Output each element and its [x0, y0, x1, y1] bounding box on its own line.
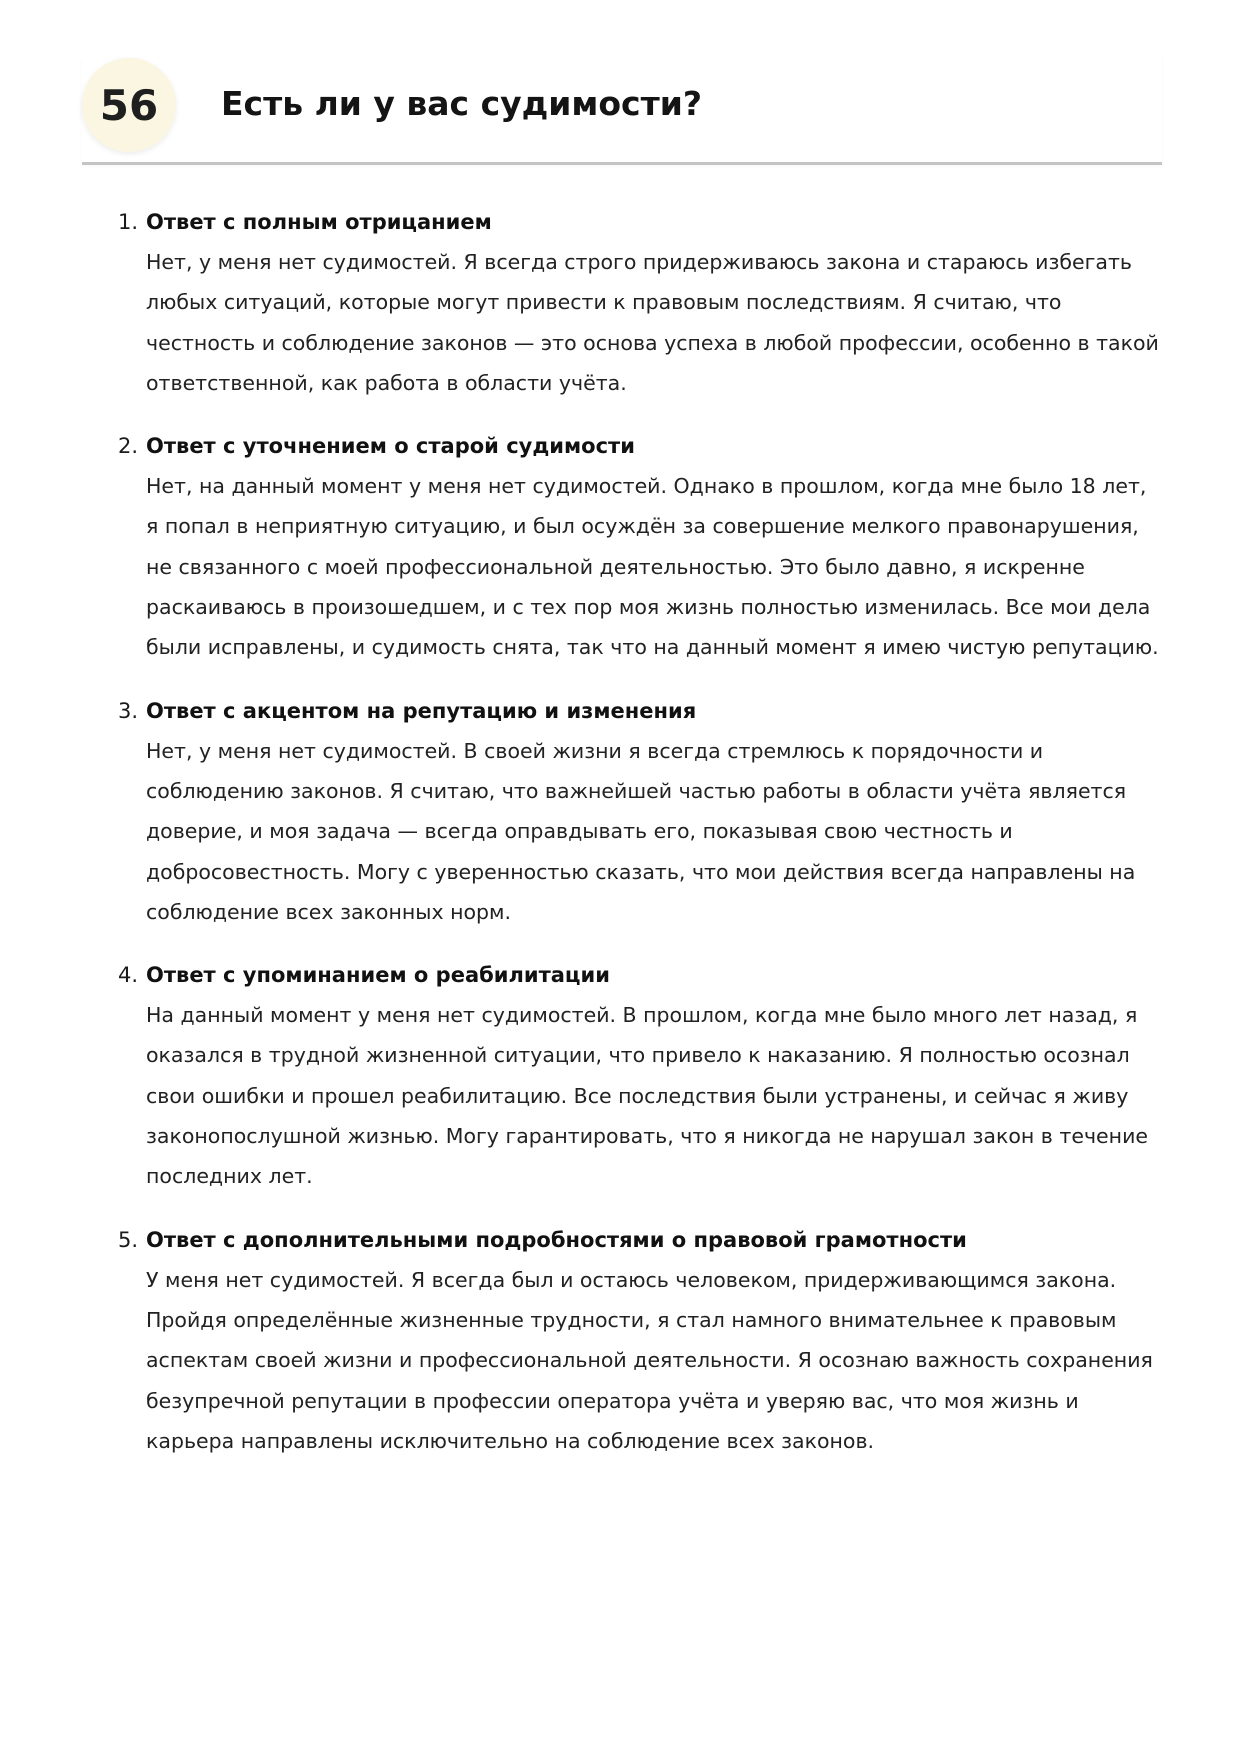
list-item — [110, 955, 1160, 1196]
answer-heading: Ответ с акцентом на репутацию и изменения — [146, 698, 697, 723]
question-number-badge: 56 — [82, 58, 176, 152]
answer-heading: Ответ с упоминанием о реабилитации — [146, 963, 610, 988]
answer-heading: Ответ с полным отрицанием — [146, 210, 492, 234]
answer-text: Нет, у меня нет судимостей. В своей жизни я всегда стремлюсь к порядочности и соблюдению законов. Я считаю, что важнейшей частью работы в области учёта является доверие, и моя задача — всегда оправдывать его, показывая свою честность и добросовестность. Могу с уверенностью сказать, что мои действия всегда направлены на соблюдение всех законных норм. — [146, 738, 1136, 924]
page-title: Есть ли у вас судимости? — [221, 84, 703, 123]
answer-heading: Ответ с дополнительными подробностями о правовой грамотности — [146, 1227, 967, 1252]
list-number: 4. — [118, 963, 139, 988]
answer-text: У меня нет судимостей. Я всегда был и остаюсь человеком, придерживающимся закона. Пройдя определённые жизненные трудности, я стал намного внимательнее к правовым аспектам своей жизни и профессиональной деятельности. Я осознаю важность сохранения безупречной репутации в профессии оператора учёта и уверяю вас, что моя жизнь и карьера направлены исключительно на соблюдение всех законов. — [146, 1267, 1153, 1453]
page-header — [82, 58, 1162, 165]
list-item — [110, 426, 1160, 667]
answer-text: Нет, у меня нет судимостей. Я всегда строго придерживаюсь закона и стараюсь избегать любых ситуаций, которые могут привести к правовым последствиям. Я считаю, что честность и соблюдение законов — это основа успеха в любой профессии, особенно в такой ответственной, как работа в области учёта. — [146, 250, 1159, 395]
answer-text: Нет, на данный момент у меня нет судимостей. Однако в прошлом, когда мне было 18 лет, я попал в неприятную ситуацию, и был осуждён за совершение мелкого правонарушения, не связанного с моей профессиональной деятельностью. Это было давно, я искренне раскаиваюсь в произошедшем, и с тех пор моя жизнь полностью изменилась. Все мои дела были исправлены, и судимость снята, так что на данный момент я имею чистую репутацию. — [146, 474, 1159, 660]
answer-heading: Ответ с уточнением о старой судимости — [146, 434, 635, 459]
list-item — [110, 691, 1160, 932]
answer-text: На данный момент у меня нет судимостей. В прошлом, когда мне было много лет назад, я оказался в трудной жизненной ситуации, что привело к наказанию. Я полностью осознал свои ошибки и прошел реабилитацию. Все последствия были устранены, и сейчас я живу законопослушной жизнью. Могу гарантировать, что я никогда не нарушал закон в течение последних лет. — [146, 1003, 1149, 1189]
list-item — [110, 1220, 1160, 1461]
list-number: 3. — [118, 698, 139, 723]
list-item — [110, 202, 1160, 403]
answer-list — [110, 202, 1160, 1484]
list-number: 5. — [118, 1227, 139, 1252]
list-number: 1. — [118, 210, 139, 234]
list-number: 2. — [118, 434, 139, 459]
